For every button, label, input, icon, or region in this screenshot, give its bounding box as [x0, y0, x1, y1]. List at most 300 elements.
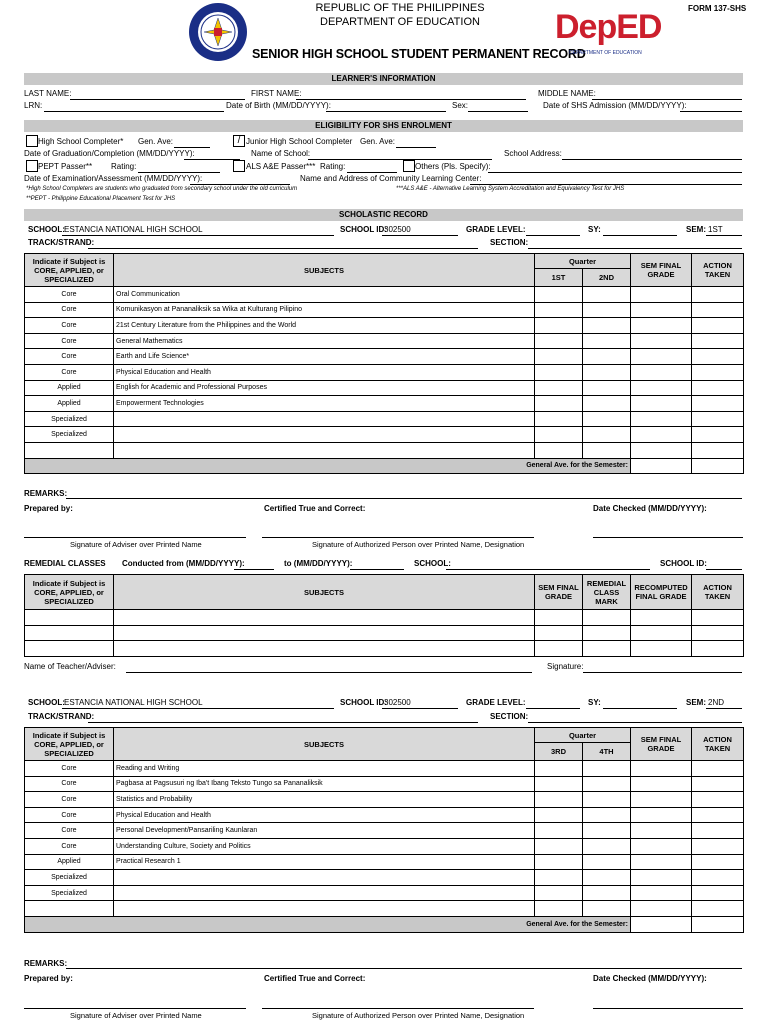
subject-type-cell: Applied [25, 380, 114, 396]
sem1-school-id-value[interactable]: 302500 [384, 225, 411, 234]
sem2-section-label: SECTION: [490, 712, 529, 721]
action-taken-cell[interactable] [692, 870, 744, 886]
grade-q-a-cell[interactable] [535, 427, 583, 443]
sem1-grade-field[interactable] [526, 235, 580, 236]
table-row[interactable] [25, 625, 744, 641]
eligibility-band: ELIGIBILITY FOR SHS ENROLMENT [24, 120, 743, 132]
sem1-sem-label: SEM: [686, 225, 706, 234]
table-row[interactable] [25, 641, 744, 657]
sem1-school-label: SCHOOL: [28, 225, 65, 234]
grade-q-a-cell[interactable] [535, 302, 583, 318]
action-taken-cell[interactable] [692, 901, 744, 917]
table-row[interactable] [25, 411, 744, 427]
gen-ave-label-2: Gen. Ave: [360, 137, 395, 146]
subject-name-cell: Physical Education and Health [114, 364, 535, 380]
dob-field[interactable] [326, 111, 446, 112]
subject-name-cell [114, 901, 535, 917]
sem-final-cell[interactable] [631, 380, 692, 396]
sem2-q3-header: 3RD [535, 743, 583, 761]
exam-date-label: Date of Examination/Assessment (MM/DD/YYYY): [24, 174, 203, 183]
sem1-sy-label: SY: [588, 225, 601, 234]
sem2-semfinal-header: SEM FINAL GRADE [631, 728, 692, 761]
subject-name-cell: English for Academic and Professional Purposes [114, 380, 535, 396]
sem2-track-field[interactable] [88, 722, 478, 723]
grade-q-b-cell[interactable] [583, 792, 631, 808]
grade-q-b-cell[interactable] [583, 870, 631, 886]
sem-final-cell[interactable] [631, 838, 692, 854]
sem2-prepared-label: Prepared by: [24, 974, 73, 983]
sem1-school-value[interactable]: ESTANCIA NATIONAL HIGH SCHOOL [64, 225, 203, 234]
subject-type-cell: Applied [25, 854, 114, 870]
table-row[interactable] [25, 318, 744, 334]
grade-q-b-cell[interactable] [583, 364, 631, 380]
sem1-date-checked-label: Date Checked (MM/DD/YYYY): [593, 504, 707, 513]
pept-checkbox[interactable] [26, 160, 38, 172]
action-taken-cell[interactable] [692, 411, 744, 427]
deped-logo-sub: DEPARTMENT OF EDUCATION [569, 50, 642, 56]
rating-field-1[interactable] [138, 172, 220, 173]
remedial-signature-label: Signature: [547, 662, 584, 671]
sem2-school-value[interactable]: ESTANCIA NATIONAL HIGH SCHOOL [64, 698, 203, 707]
grade-q-a-cell[interactable] [535, 396, 583, 412]
sem1-track-field[interactable] [88, 248, 478, 249]
sem1-section-field[interactable] [528, 248, 742, 249]
sem2-authorized-sig-line[interactable] [262, 1008, 534, 1009]
gen-ave-label-1: Gen. Ave: [138, 137, 173, 146]
grade-q-a-cell[interactable] [535, 838, 583, 854]
sem2-school-id-line [382, 708, 458, 709]
note-pept: **PEPT - Philippine Educational Placement Test for JHS [26, 196, 176, 202]
jhs-completer-checkbox[interactable] [233, 135, 245, 147]
subject-name-cell: Understanding Culture, Society and Politics [114, 838, 535, 854]
sem1-school-id-line [382, 235, 458, 236]
subject-name-cell [114, 885, 535, 901]
grade-q-b-cell[interactable] [583, 427, 631, 443]
subject-type-cell: Specialized [25, 411, 114, 427]
remedial-recomputed-header: RECOMPUTED FINAL GRADE [631, 575, 692, 610]
sem2-authorized-sig-caption: Signature of Authorized Person over Printed Name, Designation [312, 1011, 525, 1020]
sem2-gen-ave-label: General Ave. for the Semester: [25, 916, 631, 932]
remedial-semfinal-header: SEM FINAL GRADE [535, 575, 583, 610]
form-number: FORM 137-SHS [688, 4, 747, 13]
sem1-adviser-sig-line[interactable] [24, 537, 246, 538]
subject-type-cell: Core [25, 761, 114, 777]
action-taken-cell[interactable] [692, 838, 744, 854]
subject-name-cell: Earth and Life Science* [114, 349, 535, 365]
subject-type-cell: Specialized [25, 427, 114, 443]
remedial-action-header: ACTION TAKEN [692, 575, 744, 610]
subject-name-cell: Empowerment Technologies [114, 396, 535, 412]
sem2-quarter-header: Quarter [535, 728, 631, 743]
subject-type-cell: Applied [25, 396, 114, 412]
sem2-date-checked-line[interactable] [593, 1008, 743, 1009]
table-row[interactable] [25, 776, 744, 792]
grade-q-b-cell[interactable] [583, 823, 631, 839]
sem1-authorized-sig-caption: Signature of Authorized Person over Printed Name, Designation [312, 540, 525, 549]
sem-final-cell[interactable] [631, 364, 692, 380]
grade-q-b-cell[interactable] [583, 854, 631, 870]
school-name-field[interactable] [308, 159, 492, 160]
table-row[interactable] [25, 396, 744, 412]
sem2-grade-label: GRADE LEVEL: [466, 698, 526, 707]
sem1-sem-value[interactable]: 1ST [708, 225, 723, 234]
subject-type-cell: Core [25, 318, 114, 334]
sem1-school-id-label: SCHOOL ID: [340, 225, 387, 234]
action-taken-cell[interactable] [692, 776, 744, 792]
sem-final-cell[interactable] [631, 885, 692, 901]
grade-q-a-cell[interactable] [535, 411, 583, 427]
table-row[interactable] [25, 792, 744, 808]
sem1-grades-table [24, 253, 744, 474]
subject-name-cell: Komunikasyon at Pananaliksik sa Wika at Kulturang Pilipino [114, 302, 535, 318]
remedial-school-label: SCHOOL: [414, 559, 451, 568]
sem1-q2-header: 2ND [583, 269, 631, 287]
table-row[interactable] [25, 761, 744, 777]
subject-name-cell: 21st Century Literature from the Philippines and the World [114, 318, 535, 334]
sem1-school-line [62, 235, 334, 236]
sem2-remarks-field[interactable] [66, 968, 742, 969]
sem-final-cell[interactable] [631, 870, 692, 886]
subject-name-cell: Statistics and Probability [114, 792, 535, 808]
action-taken-cell[interactable] [692, 792, 744, 808]
dob-label: Date of Birth (MM/DD/YYYY): [226, 101, 331, 110]
grade-q-b-cell[interactable] [583, 776, 631, 792]
remedial-to-field[interactable] [350, 569, 404, 570]
sem1-gen-ave-label: General Ave. for the Semester: [25, 458, 631, 474]
clc-label: Name and Address of Community Learning Center: [300, 174, 482, 183]
sem2-certified-label: Certified True and Correct: [264, 974, 366, 983]
sem2-sy-label: SY: [588, 698, 601, 707]
sem1-certified-label: Certified True and Correct: [264, 504, 366, 513]
sem1-gen-ave-cell[interactable] [631, 458, 692, 474]
grade-q-b-cell[interactable] [583, 885, 631, 901]
action-taken-cell[interactable] [692, 807, 744, 823]
sem2-sem-label: SEM: [686, 698, 706, 707]
hs-completer-checkbox[interactable] [26, 135, 38, 147]
jhs-check-mark: / [237, 135, 241, 146]
action-taken-cell[interactable] [692, 287, 744, 303]
table-row[interactable] [25, 442, 744, 458]
action-taken-cell[interactable] [692, 823, 744, 839]
grad-date-field[interactable] [184, 159, 240, 160]
sem-final-cell[interactable] [631, 901, 692, 917]
sem2-grades-table [24, 727, 744, 933]
action-taken-cell[interactable] [692, 333, 744, 349]
rating-field-2[interactable] [347, 172, 397, 173]
grade-q-a-cell[interactable] [535, 870, 583, 886]
subject-name-cell: Personal Development/Pansariling Kaunlaran [114, 823, 535, 839]
subject-type-cell: Core [25, 838, 114, 854]
grade-q-a-cell[interactable] [535, 885, 583, 901]
grade-q-a-cell[interactable] [535, 807, 583, 823]
sem2-subjects-header: SUBJECTS [114, 728, 535, 761]
sem1-grade-label: GRADE LEVEL: [466, 225, 526, 234]
action-taken-cell[interactable] [692, 427, 744, 443]
sem1-track-label: TRACK/STRAND: [28, 238, 95, 247]
remedial-label: REMEDIAL CLASSES [24, 559, 106, 568]
admission-field[interactable] [680, 111, 742, 112]
action-taken-cell[interactable] [692, 854, 744, 870]
action-taken-cell[interactable] [692, 761, 744, 777]
sem2-adviser-sig-line[interactable] [24, 1008, 246, 1009]
others-field[interactable] [488, 172, 742, 173]
grade-q-b-cell[interactable] [583, 838, 631, 854]
grade-q-b-cell[interactable] [583, 349, 631, 365]
remedial-teacher-label: Name of Teacher/Adviser: [24, 662, 116, 671]
remedial-school-field[interactable] [446, 569, 650, 570]
action-taken-cell[interactable] [692, 380, 744, 396]
school-address-label: School Address: [504, 149, 562, 158]
grade-q-b-cell[interactable] [583, 411, 631, 427]
sem1-section-label: SECTION: [490, 238, 529, 247]
sem1-remarks-label: REMARKS: [24, 489, 68, 498]
sem-final-cell[interactable] [631, 411, 692, 427]
lrn-field[interactable] [44, 111, 224, 112]
sem1-subjects-header: SUBJECTS [114, 254, 535, 287]
deped-seal [188, 2, 248, 62]
sem2-gen-ave-cell[interactable] [631, 916, 692, 932]
sem2-grade-field[interactable] [526, 708, 580, 709]
subject-type-cell: Core [25, 287, 114, 303]
grade-q-a-cell[interactable] [535, 901, 583, 917]
sem2-sem-line [706, 708, 742, 709]
grade-q-b-cell[interactable] [583, 302, 631, 318]
middle-name-field[interactable] [592, 99, 742, 100]
last-name-label: LAST NAME: [24, 89, 72, 98]
sem2-indicate-header: Indicate if Subject is CORE, APPLIED, or SPECIALIZED [25, 728, 114, 761]
sem2-school-label: SCHOOL: [28, 698, 65, 707]
deped-logo [555, 2, 670, 60]
table-row[interactable] [25, 349, 744, 365]
sem2-remarks-label: REMARKS: [24, 959, 68, 968]
sem-final-cell[interactable] [631, 302, 692, 318]
als-checkbox[interactable] [233, 160, 245, 172]
grade-q-a-cell[interactable] [535, 287, 583, 303]
table-row[interactable] [25, 870, 744, 886]
sem-final-cell[interactable] [631, 287, 692, 303]
remedial-table [24, 574, 744, 657]
sem2-sy-field[interactable] [603, 708, 677, 709]
action-taken-cell[interactable] [692, 885, 744, 901]
subject-type-cell: Specialized [25, 870, 114, 886]
table-row[interactable] [25, 838, 744, 854]
action-taken-cell[interactable] [692, 396, 744, 412]
note-hs-completer: *High School Completers are students who graduated from secondary school under the old curriculum [26, 186, 298, 192]
grade-q-b-cell[interactable] [583, 380, 631, 396]
admission-label: Date of SHS Admission (MM/DD/YYYY): [543, 101, 687, 110]
first-name-field[interactable] [296, 99, 526, 100]
table-row[interactable] [25, 302, 744, 318]
republic-heading: REPUBLIC OF THE PHILIPPINES [315, 2, 485, 14]
subject-name-cell: Physical Education and Health [114, 807, 535, 823]
sem2-section-field[interactable] [528, 722, 742, 723]
lrn-label: LRN: [24, 101, 43, 110]
sem-final-cell[interactable] [631, 427, 692, 443]
subject-type-cell [25, 442, 114, 458]
grade-q-a-cell[interactable] [535, 823, 583, 839]
table-row[interactable] [25, 427, 744, 443]
middle-name-label: MIDDLE NAME: [538, 89, 596, 98]
school-name-label: Name of School: [251, 149, 311, 158]
sem1-sy-field[interactable] [603, 235, 677, 236]
grade-q-a-cell[interactable] [535, 318, 583, 334]
subject-type-cell: Core [25, 364, 114, 380]
gen-ave-field-1[interactable] [174, 147, 210, 148]
sem1-sem-line [706, 235, 742, 236]
remedial-mark-header: REMEDIAL CLASS MARK [583, 575, 631, 610]
grade-q-a-cell[interactable] [535, 380, 583, 396]
remedial-subjects-header: SUBJECTS [114, 575, 535, 610]
sem1-semfinal-header: SEM FINAL GRADE [631, 254, 692, 287]
subject-name-cell [114, 870, 535, 886]
sem2-school-id-value[interactable]: 302500 [384, 698, 411, 707]
grade-q-a-cell[interactable] [535, 442, 583, 458]
sem2-q4-header: 4TH [583, 743, 631, 761]
grade-q-b-cell[interactable] [583, 807, 631, 823]
subject-name-cell [114, 442, 535, 458]
rating-label-1: Rating: [111, 162, 137, 171]
sem1-indicate-header: Indicate if Subject is CORE, APPLIED, or SPECIALIZED [25, 254, 114, 287]
subject-type-cell: Core [25, 333, 114, 349]
remedial-to-label: to (MM/DD/YYYY): [284, 559, 353, 568]
grade-q-a-cell[interactable] [535, 792, 583, 808]
pept-label: PEPT Passer** [38, 162, 93, 171]
sem-final-cell[interactable] [631, 396, 692, 412]
rating-label-2: Rating: [320, 162, 346, 171]
subject-name-cell: General Mathematics [114, 333, 535, 349]
first-name-label: FIRST NAME: [251, 89, 302, 98]
table-row[interactable] [25, 901, 744, 917]
grade-q-a-cell[interactable] [535, 333, 583, 349]
sem-final-cell[interactable] [631, 442, 692, 458]
sem-final-cell[interactable] [631, 318, 692, 334]
sem1-gen-ave-action[interactable] [692, 458, 744, 474]
sem2-school-id-label: SCHOOL ID: [340, 698, 387, 707]
sem-final-cell[interactable] [631, 823, 692, 839]
grade-q-b-cell[interactable] [583, 318, 631, 334]
subject-name-cell: Practical Research 1 [114, 854, 535, 870]
last-name-field[interactable] [70, 99, 245, 100]
hs-completer-label: High School Completer* [38, 137, 124, 146]
subject-name-cell: Reading and Writing [114, 761, 535, 777]
grade-q-b-cell[interactable] [583, 761, 631, 777]
deped-logo-text: DepED [555, 8, 662, 46]
note-als: ***ALS A&E - Alternative Learning System Accreditation and Equivalency Test for JHS [396, 186, 625, 192]
grade-q-a-cell[interactable] [535, 854, 583, 870]
table-row[interactable] [25, 885, 744, 901]
table-row[interactable] [25, 854, 744, 870]
form-title: SENIOR HIGH SCHOOL STUDENT PERMANENT RECORD [252, 47, 586, 61]
jhs-completer-label: Junior High School Completer [246, 137, 353, 146]
sem-final-cell[interactable] [631, 776, 692, 792]
remedial-indicate-header: Indicate if Subject is CORE, APPLIED, or SPECIALIZED [25, 575, 114, 610]
sem-final-cell[interactable] [631, 761, 692, 777]
sem-final-cell[interactable] [631, 807, 692, 823]
grade-q-b-cell[interactable] [583, 442, 631, 458]
action-taken-cell[interactable] [692, 302, 744, 318]
subject-type-cell: Core [25, 807, 114, 823]
subject-name-cell: Oral Communication [114, 287, 535, 303]
sem2-date-checked-label: Date Checked (MM/DD/YYYY): [593, 974, 707, 983]
sem2-gen-ave-action[interactable] [692, 916, 744, 932]
gen-ave-field-2[interactable] [396, 147, 436, 148]
sem2-sem-value[interactable]: 2ND [708, 698, 725, 707]
table-row[interactable] [25, 610, 744, 626]
grade-q-b-cell[interactable] [583, 396, 631, 412]
exam-date-field[interactable] [190, 184, 290, 185]
remedial-conducted-field[interactable] [234, 569, 274, 570]
grad-date-label: Date of Graduation/Completion (MM/DD/YYYY): [24, 149, 195, 158]
action-taken-cell[interactable] [692, 318, 744, 334]
subject-type-cell: Core [25, 776, 114, 792]
learner-info-band: LEARNER'S INFORMATION [24, 73, 743, 85]
sem1-quarter-header: Quarter [535, 254, 631, 269]
scholastic-band: SCHOLASTIC RECORD [24, 209, 743, 221]
table-row[interactable] [25, 333, 744, 349]
others-label: Others (Pls. Specify): [415, 162, 491, 171]
remedial-school-id-field[interactable] [706, 569, 742, 570]
action-taken-cell[interactable] [692, 349, 744, 365]
table-row[interactable] [25, 287, 744, 303]
sex-field[interactable] [468, 111, 528, 112]
subject-name-cell [114, 411, 535, 427]
grade-q-b-cell[interactable] [583, 901, 631, 917]
sem1-adviser-sig-caption: Signature of Adviser over Printed Name [70, 540, 202, 549]
subject-type-cell: Specialized [25, 885, 114, 901]
remedial-school-id-label: SCHOOL ID: [660, 559, 707, 568]
sem1-authorized-sig-line[interactable] [262, 537, 534, 538]
grade-q-a-cell[interactable] [535, 364, 583, 380]
als-label: ALS A&E Passer*** [246, 162, 316, 171]
sem2-track-label: TRACK/STRAND: [28, 712, 95, 721]
grade-q-b-cell[interactable] [583, 287, 631, 303]
subject-name-cell: Pagbasa at Pagsusuri ng Iba't Ibang Teksto Tungo sa Pananaliksik [114, 776, 535, 792]
subject-type-cell [25, 901, 114, 917]
others-checkbox[interactable] [403, 160, 415, 172]
subject-type-cell: Core [25, 349, 114, 365]
sem1-q1-header: 1ST [535, 269, 583, 287]
table-row[interactable] [25, 364, 744, 380]
sem-final-cell[interactable] [631, 854, 692, 870]
grade-q-b-cell[interactable] [583, 333, 631, 349]
remedial-conducted-label: Conducted from (MM/DD/YYYY): [122, 559, 245, 568]
table-row[interactable] [25, 807, 744, 823]
school-address-field[interactable] [562, 159, 742, 160]
subject-type-cell: Core [25, 792, 114, 808]
subject-name-cell [114, 427, 535, 443]
department-heading: DEPARTMENT OF EDUCATION [320, 16, 480, 28]
remedial-signature-field[interactable] [583, 672, 742, 673]
sex-label: Sex: [452, 101, 469, 110]
grade-q-a-cell[interactable] [535, 349, 583, 365]
grade-q-a-cell[interactable] [535, 776, 583, 792]
remedial-teacher-field[interactable] [126, 672, 532, 673]
action-taken-cell[interactable] [692, 364, 744, 380]
sem1-date-checked-line[interactable] [593, 537, 743, 538]
sem1-remarks-field[interactable] [66, 498, 742, 499]
grade-q-a-cell[interactable] [535, 761, 583, 777]
sem-final-cell[interactable] [631, 792, 692, 808]
sem2-action-header: ACTION TAKEN [692, 728, 744, 761]
clc-field[interactable] [470, 184, 742, 185]
table-row[interactable] [25, 380, 744, 396]
sem2-adviser-sig-caption: Signature of Adviser over Printed Name [70, 1011, 202, 1020]
table-row[interactable] [25, 823, 744, 839]
sem-final-cell[interactable] [631, 333, 692, 349]
sem-final-cell[interactable] [631, 349, 692, 365]
sem1-action-header: ACTION TAKEN [692, 254, 744, 287]
action-taken-cell[interactable] [692, 442, 744, 458]
